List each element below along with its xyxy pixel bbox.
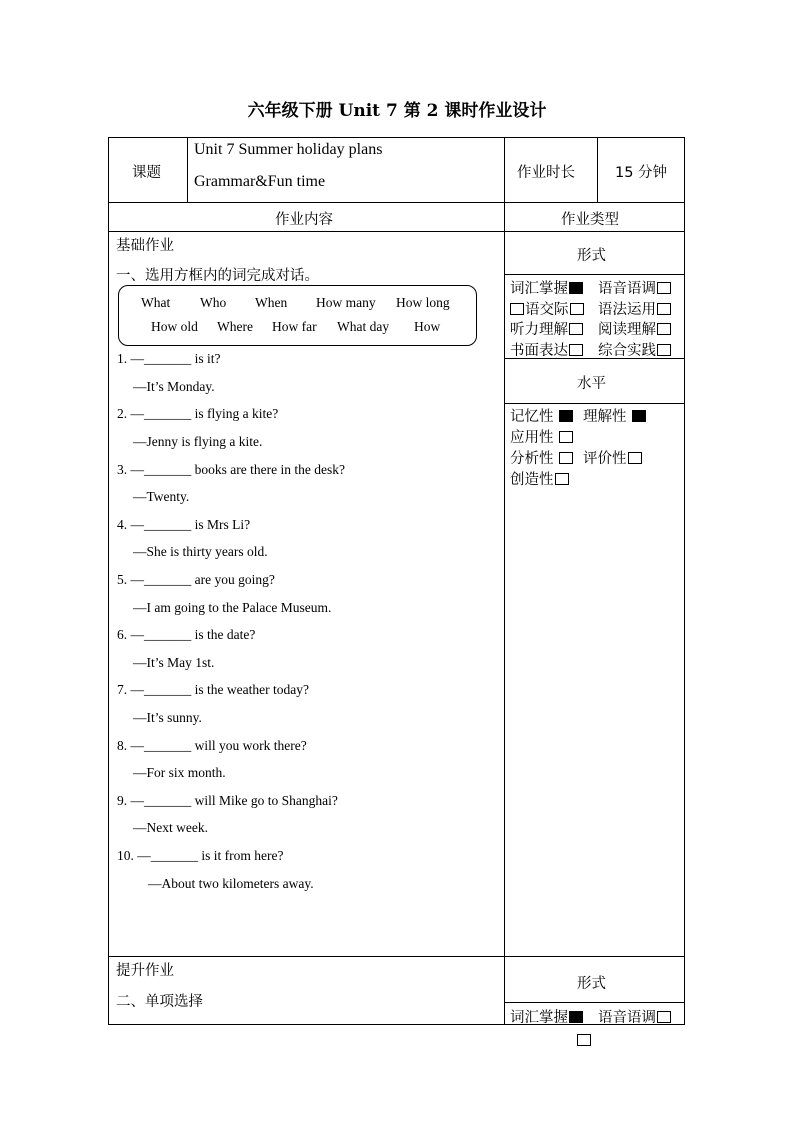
exercise-instruction: 一、选用方框内的词完成对话。 [116,268,319,284]
advanced-form-option-vocabulary: 词汇掌握 [510,1006,583,1027]
answer: —About two kilometers away. [148,876,314,891]
level-option-evaluation: 评价性 [583,447,642,468]
checkbox-empty [628,452,642,464]
word-bank-item: When [255,295,288,310]
advanced-form-option-pronunciation: 语音语调 [598,1006,671,1027]
question: 2. —_______ is flying a kite? [117,406,279,421]
form-option-grammar: 语法运用 [598,298,671,319]
checkbox-checked [632,410,646,422]
advanced-instruction: 二、单项选择 [116,994,203,1010]
word-bank-item: How old [151,319,198,334]
type-column-header: 作业类型 [561,212,619,228]
checkbox-checked [569,1011,583,1023]
checkbox-empty [555,473,569,485]
duration-label: 作业时长 [517,165,575,181]
content-column-header: 作业内容 [275,212,333,228]
form-label: 形式 [577,248,606,264]
checkbox-empty [569,344,583,356]
answer: —Jenny is flying a kite. [133,434,263,449]
answer: —Next week. [133,820,208,835]
form-option-vocabulary: 词汇掌握 [510,277,583,298]
word-bank-item: How long [396,295,450,310]
checkbox-checked [569,282,583,294]
question: 3. —_______ books are there in the desk? [117,462,345,477]
answer: —Twenty. [133,489,190,504]
checkbox-empty [570,303,584,315]
question: 6. —_______ is the date? [117,627,256,642]
checkbox-empty [657,323,671,335]
form-option-practice: 综合实践 [598,339,671,360]
checkbox-empty [657,303,671,315]
question: 7. —_______ is the weather today? [117,682,309,697]
form-option-pronunciation: 语音语调 [598,277,671,298]
question: 10. —_______ is it from here? [117,848,284,863]
level-option-understanding: 理解性 [583,405,646,426]
checkbox-empty [569,323,583,335]
level-option-memory: 记忆性 [510,405,573,426]
checkbox-empty [657,344,671,356]
answer: —I am going to the Palace Museum. [133,600,332,615]
answer: —It’s Monday. [133,379,215,394]
question: 4. —_______ is Mrs Li? [117,517,251,532]
question: 1. —_______ is it? [117,351,221,366]
answer: —It’s May 1st. [133,655,215,670]
answer: —She is thirty years old. [133,544,268,559]
answer: —It’s sunny. [133,710,202,725]
word-bank-item: How [414,319,441,334]
lesson-title: Grammar&Fun time [194,173,326,190]
word-bank-item: How many [316,295,376,310]
level-option-analysis: 分析性 [510,447,573,468]
checkbox-empty [657,282,671,294]
page-title: 六年级下册 Unit 7 第 2 课时作业设计 [247,101,547,121]
word-bank-item: What [141,295,171,310]
word-bank-item: How far [272,319,317,334]
question: 9. —_______ will Mike go to Shanghai? [117,793,338,808]
form-option-oral: 语交际 [510,298,584,319]
form-option-listening: 听力理解 [510,318,583,339]
word-bank-item: Who [200,295,227,310]
form-option-reading: 阅读理解 [598,318,671,339]
advanced-form-label: 形式 [577,976,606,992]
word-bank-item: Where [217,319,253,334]
level-label: 水平 [577,376,606,392]
duration-value: 15 分钟 [615,165,668,181]
question: 8. —_______ will you work there? [117,738,307,753]
basic-homework-heading: 基础作业 [116,238,174,254]
checkbox-empty [576,1030,591,1049]
form-option-writing: 书面表达 [510,339,583,360]
checkbox-empty [510,303,524,315]
level-option-creation: 创造性 [510,468,569,489]
answer: —For six month. [133,765,226,780]
advanced-homework-heading: 提升作业 [116,963,174,979]
level-option-application: 应用性 [510,426,573,447]
checkbox-checked [559,410,573,422]
unit-title: Unit 7 Summer holiday plans [194,141,383,158]
question: 5. —_______ are you going? [117,572,275,587]
word-bank-item: What day [337,319,390,334]
checkbox-empty [657,1011,671,1023]
checkbox-empty [559,431,573,443]
topic-label: 课题 [132,165,161,181]
checkbox-empty [559,452,573,464]
